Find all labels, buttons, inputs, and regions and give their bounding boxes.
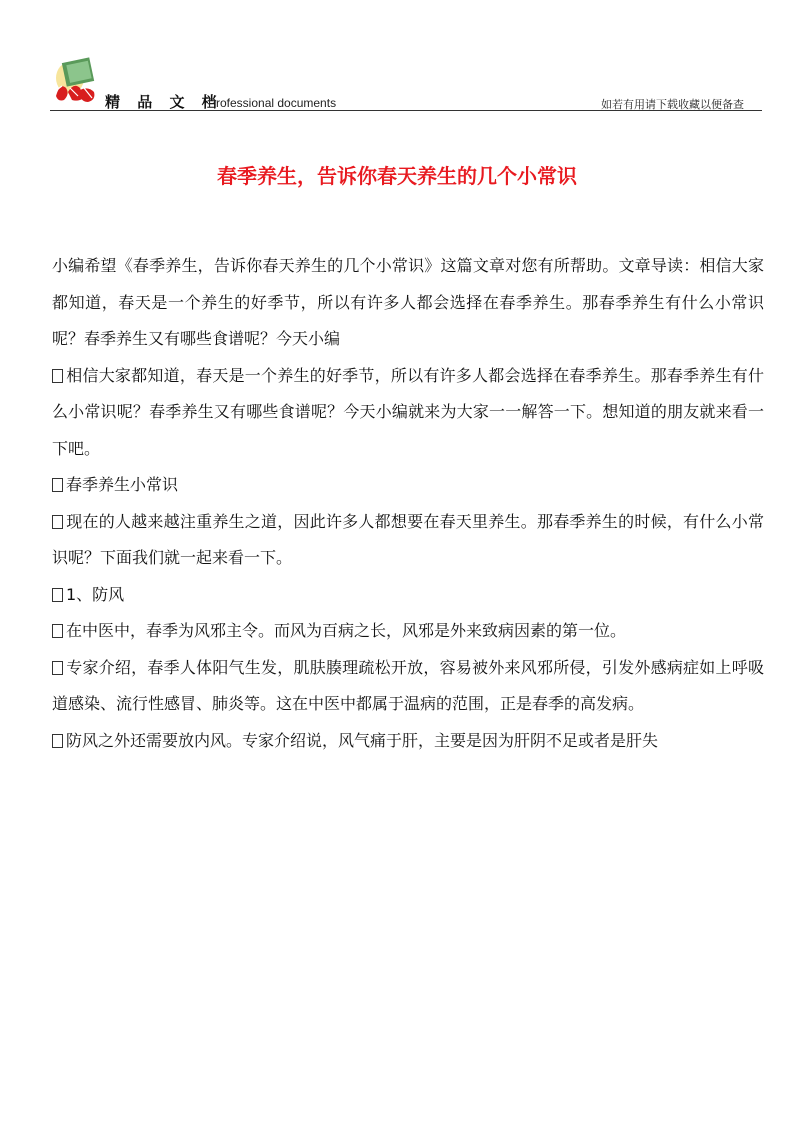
paragraph-text: 在中医中，春季为风邪主令。而风为百病之长，风邪是外来致病因素的第一位。: [66, 621, 627, 640]
paragraph-text: 专家介绍，春季人体阳气生发，肌肤腠理疏松开放，容易被外来风邪所侵，引发外感病症如上呼吸道感染、流行性感冒、肺炎等。这在中医中都属于温病的范围，正是春季的高发病。: [52, 657, 764, 713]
paragraph-text: 防风之外还需要放内风。专家介绍说，风气痛于肝，主要是因为肝阴不足或者是肝失: [66, 730, 659, 750]
header-download-note: 如若有用请下载收藏以便备查: [601, 98, 744, 111]
missing-glyph-box-icon: [52, 478, 63, 492]
header-divider: [50, 110, 762, 111]
section-heading: [52, 577, 764, 614]
paragraph: [52, 650, 764, 723]
document-body: [52, 248, 764, 759]
paragraph-text: 相信大家都知道，春天是一个养生的好季节，所以有许多人都会选择在春季养生。那春季养生有什么小常识呢？春季养生又有哪些食谱呢？今天小编就来为大家一一解答一下。想知道的朋友就来看一下吧。: [52, 365, 764, 458]
section-heading: [52, 467, 764, 504]
header-title: 精 品 文 档: [105, 93, 223, 111]
paragraph: [52, 358, 764, 468]
header-subtitle: Professional documents: [208, 96, 337, 110]
missing-glyph-box-icon: [52, 624, 63, 638]
paragraph-text: 小编希望《春季养生，告诉你春天养生的几个小常识》这篇文章对您有所帮助。文章导读：相信大家都知道，春天是一个养生的好季节，所以有许多人都会选择在春季养生。那春季养生有什么小常识呢？春季养生又有哪些食谱呢？今天小编: [52, 256, 764, 348]
missing-glyph-box-icon: [52, 369, 63, 383]
paragraph: [52, 613, 764, 650]
paragraph-text: 春季养生小常识: [66, 475, 179, 494]
paragraph: [52, 248, 764, 358]
document-title: 春季养生，告诉你春天养生的几个小常识: [217, 164, 577, 188]
missing-glyph-box-icon: [52, 588, 63, 602]
paragraph-text: 现在的人越来越注重养生之道，因此许多人都想要在春天里养生。那春季养生的时候，有什么小常识呢？下面我们就一起来看一下。: [52, 511, 764, 567]
missing-glyph-box-icon: [52, 734, 63, 748]
page-header: [50, 52, 762, 112]
paragraph-text: 1、防风: [66, 584, 125, 604]
missing-glyph-box-icon: [52, 661, 63, 675]
paragraph: [52, 504, 764, 577]
missing-glyph-box-icon: [52, 515, 63, 529]
paragraph: [52, 723, 764, 760]
book-logo-icon: [50, 52, 106, 106]
